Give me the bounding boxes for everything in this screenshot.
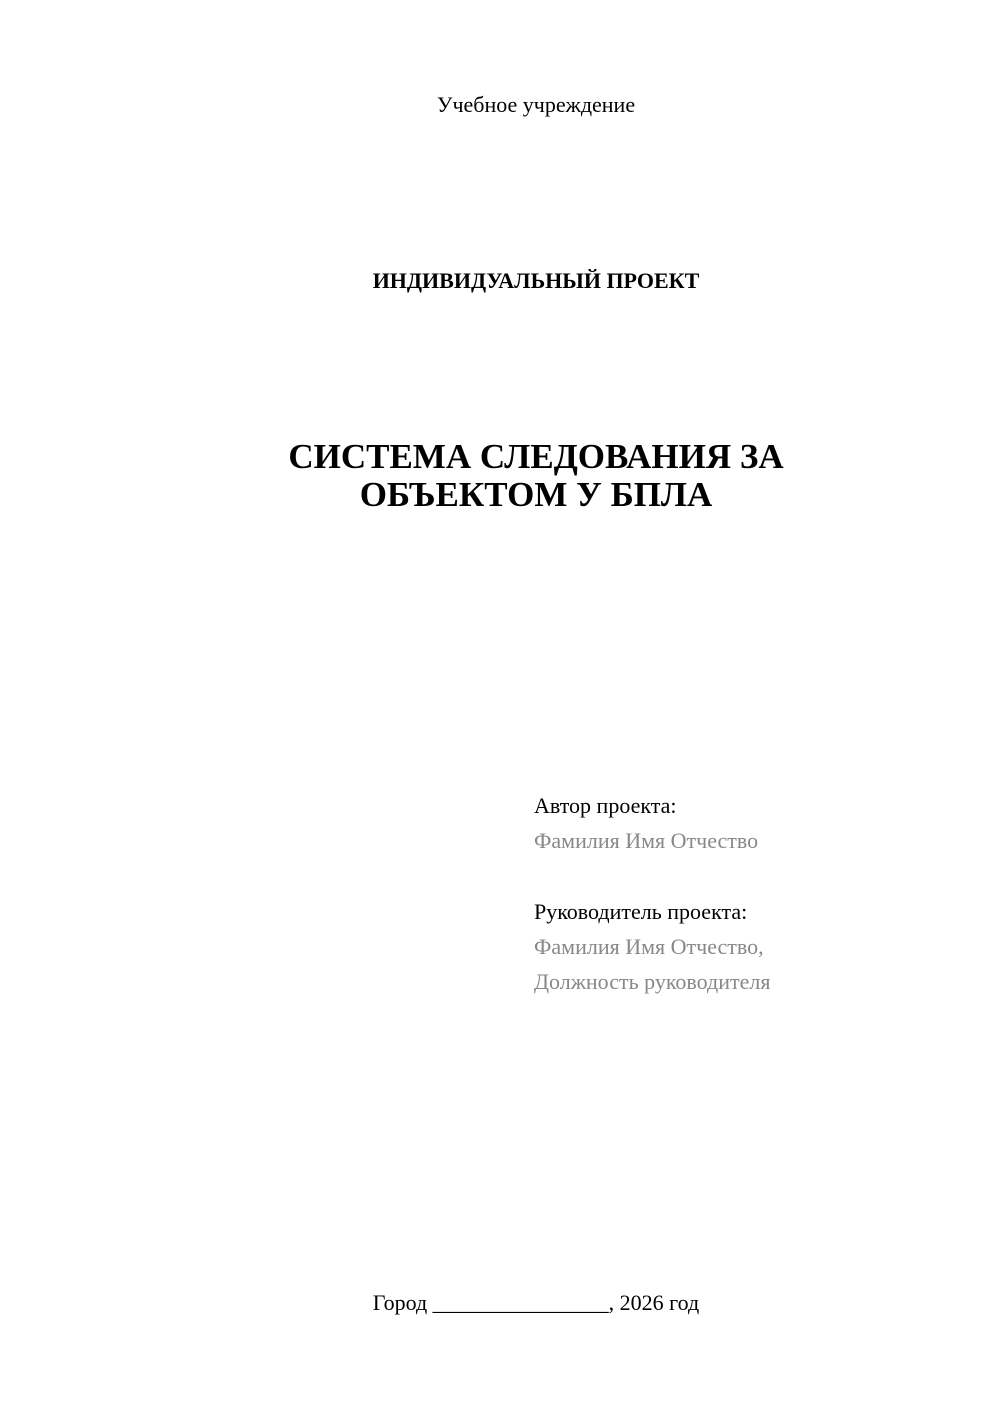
supervisor-label: Руководитель проекта: (534, 899, 748, 924)
project-info-block (534, 788, 770, 999)
institution-name: Учебное учреждение (436, 92, 636, 117)
author-name: Фамилия Имя Отчество (534, 828, 759, 853)
supervisor-name: Фамилия Имя Отчество, (534, 934, 764, 959)
author-label: Автор проекта: (534, 793, 677, 818)
project-title-line-2: ОБЪЕКТОМ У БПЛА (359, 475, 713, 514)
supervisor-position: Должность руководителя (534, 969, 771, 994)
document-type-heading: ИНДИВИДУАЛЬНЫЙ ПРОЕКТ (372, 268, 700, 293)
project-title (0, 438, 1000, 514)
footer-city-year: Город ________________, 2026 год (372, 1290, 700, 1315)
project-title-line-1: СИСТЕМА СЛЕДОВАНИЯ ЗА (288, 437, 784, 476)
info-spacer (534, 858, 770, 894)
